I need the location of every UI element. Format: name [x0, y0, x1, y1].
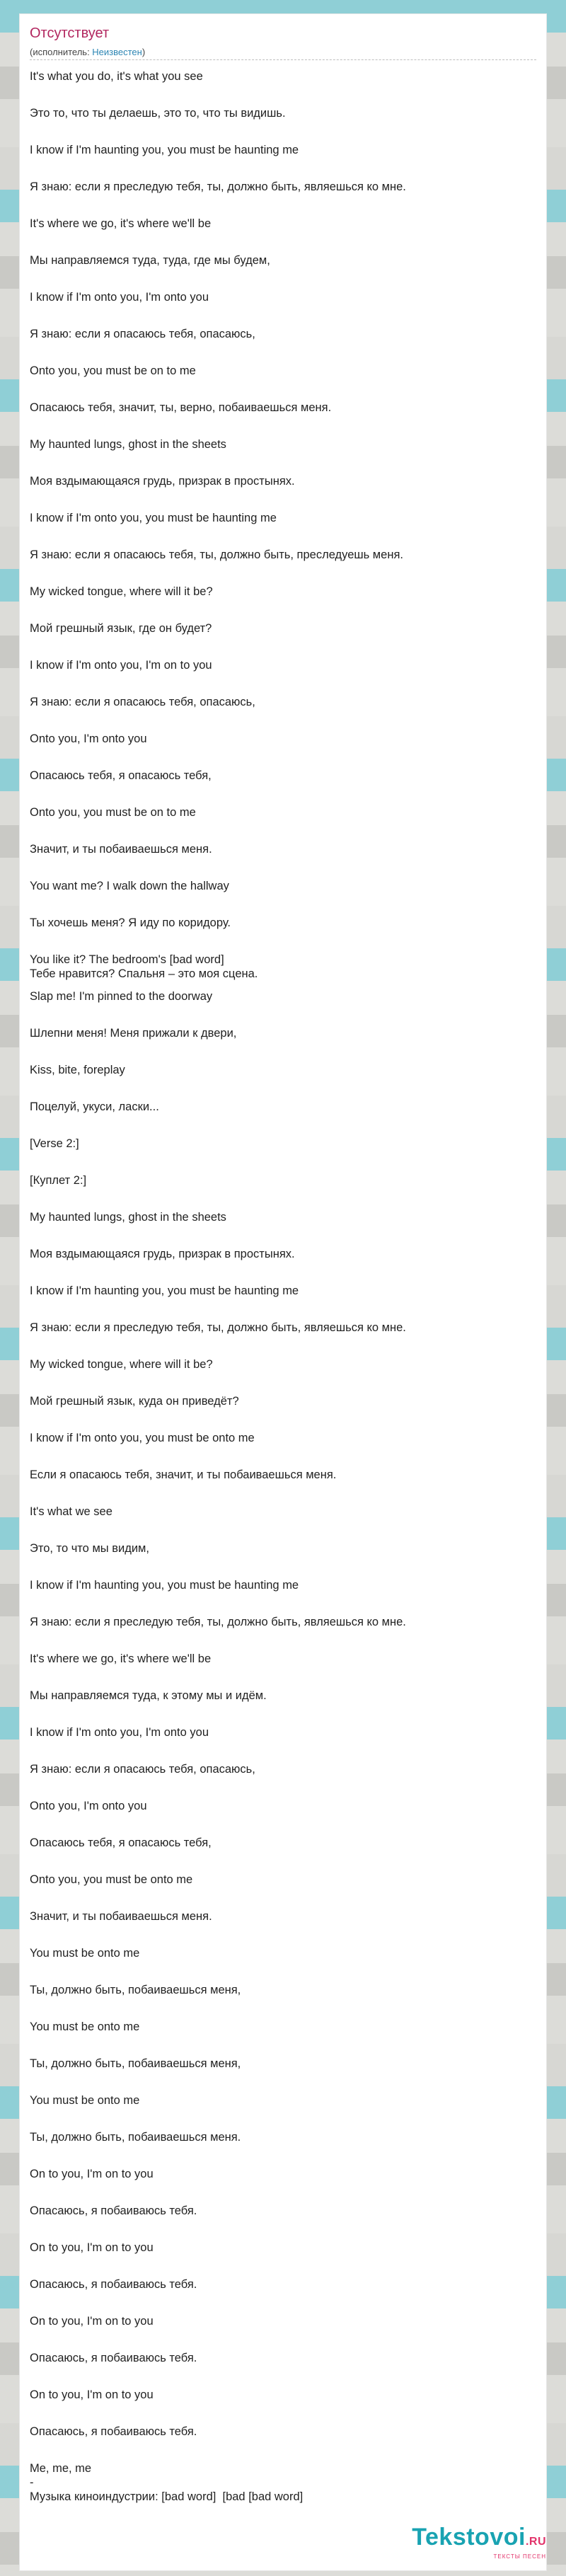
- lyric-line: [Куплет 2:]: [30, 1174, 87, 1187]
- lyric-line: Моя вздымающаяся грудь, призрак в простынях.: [30, 475, 295, 488]
- lyric-line: Kiss, bite, foreplay: [30, 1064, 125, 1076]
- lyric-line: Мой грешный язык, куда он приведёт?: [30, 1395, 239, 1408]
- site-logo[interactable]: [412, 2524, 546, 2560]
- lyric-line: I know if I'm haunting you, you must be haunting me: [30, 1284, 299, 1297]
- content-sheet: [20, 14, 546, 2570]
- lyric-line: I know if I'm haunting you, you must be haunting me: [30, 144, 299, 156]
- dotted-divider: [30, 59, 536, 60]
- lyric-line: Я знаю: если я преследую тебя, ты, должно быть, являешься ко мне.: [30, 1321, 406, 1334]
- lyric-line: I know if I'm onto you, I'm onto you: [30, 1726, 209, 1739]
- lyric-line: Я знаю: если я опасаюсь тебя, ты, должно быть, преследуешь меня.: [30, 548, 403, 561]
- lyric-line: Ты, должно быть, побаиваешься меня.: [30, 2131, 241, 2144]
- lyric-line: You want me? I walk down the hallway: [30, 880, 229, 892]
- lyric-line: Опасаюсь, я побаиваюсь тебя.: [30, 2278, 197, 2291]
- lyric-line: Ты хочешь меня? Я иду по коридору.: [30, 916, 231, 929]
- lyric-line: Опасаюсь, я побаиваюсь тебя.: [30, 2204, 197, 2217]
- lyric-line: Я знаю: если я опасаюсь тебя, опасаюсь,: [30, 1763, 255, 1776]
- lyric-line: On to you, I'm on to you: [30, 2241, 154, 2254]
- lyrics-text: [30, 69, 536, 2503]
- lyric-line: Значит, и ты побаиваешься меня.: [30, 843, 212, 856]
- lyric-line: I know if I'm onto you, I'm on to you: [30, 659, 212, 672]
- lyric-line: I know if I'm onto you, I'm onto you: [30, 291, 209, 304]
- lyric-line: Опасаюсь тебя, значит, ты, верно, побаиваешься меня.: [30, 401, 332, 414]
- lyric-line: Ты, должно быть, побаиваешься меня,: [30, 1984, 241, 1996]
- artist-line: [30, 47, 145, 57]
- lyric-line: You must be onto me: [30, 2020, 140, 2033]
- lyric-line: Я знаю: если я преследую тебя, ты, должно быть, являешься ко мне.: [30, 1616, 406, 1628]
- logo-wordmark: Tekstovoi.RU: [412, 2524, 546, 2551]
- lyric-line: Slap me! I'm pinned to the doorway: [30, 990, 213, 1003]
- lyric-line: It's what you do, it's what you see: [30, 70, 203, 83]
- lyric-line: Это то, что ты делаешь, это то, что ты видишь.: [30, 107, 286, 120]
- logo-tld: .RU: [525, 2536, 546, 2548]
- lyric-line: Опасаюсь тебя, я опасаюсь тебя,: [30, 1836, 212, 1849]
- artist-suffix: ): [142, 47, 146, 57]
- lyric-line: On to you, I'm on to you: [30, 2315, 154, 2328]
- lyric-line: Мы направляемся туда, туда, где мы будем,: [30, 254, 270, 267]
- lyric-line: My haunted lungs, ghost in the sheets: [30, 1211, 226, 1224]
- lyric-line: Моя вздымающаяся грудь, призрак в простынях.: [30, 1248, 295, 1260]
- song-title: Отсутствует: [30, 25, 110, 41]
- lyric-line: Onto you, I'm onto you: [30, 1800, 147, 1812]
- lyric-line: Опасаюсь, я побаиваюсь тебя.: [30, 2352, 197, 2364]
- lyric-line: Опасаюсь тебя, я опасаюсь тебя,: [30, 769, 212, 782]
- lyric-line: It's where we go, it's where we'll be: [30, 1652, 212, 1665]
- lyric-line: Me, me, me - Музыка киноиндустрии: [bad word] [bad [bad word]: [30, 2462, 304, 2503]
- lyric-line: Onto you, you must be onto me: [30, 1873, 193, 1886]
- lyric-line: Я знаю: если я опасаюсь тебя, опасаюсь,: [30, 328, 255, 340]
- lyric-line: Ты, должно быть, побаиваешься меня,: [30, 2057, 241, 2070]
- lyric-line: Шлепни меня! Меня прижали к двери,: [30, 1027, 237, 1040]
- lyric-line: I know if I'm onto you, you must be haunting me: [30, 512, 277, 524]
- lyric-line: You must be onto me: [30, 2094, 140, 2107]
- artist-prefix: (исполнитель:: [30, 47, 93, 57]
- lyric-line: My haunted lungs, ghost in the sheets: [30, 438, 226, 451]
- lyric-line: Мы направляемся туда, к этому мы и идём.: [30, 1689, 267, 1702]
- lyric-line: Значит, и ты побаиваешься меня.: [30, 1910, 212, 1923]
- lyric-line: It's where we go, it's where we'll be: [30, 217, 212, 230]
- lyric-line: I know if I'm onto you, you must be onto me: [30, 1432, 255, 1444]
- lyric-line: On to you, I'm on to you: [30, 2168, 154, 2180]
- lyric-line: My wicked tongue, where will it be?: [30, 1358, 213, 1371]
- lyric-line: Мой грешный язык, где он будет?: [30, 622, 212, 635]
- lyric-line: Опасаюсь, я побаиваюсь тебя.: [30, 2425, 197, 2438]
- lyric-line: Я знаю: если я опасаюсь тебя, опасаюсь,: [30, 696, 255, 708]
- lyric-line: It's what we see: [30, 1505, 112, 1518]
- lyric-line: Onto you, you must be on to me: [30, 364, 196, 377]
- lyric-line: Onto you, you must be on to me: [30, 806, 196, 819]
- lyric-line: [Verse 2:]: [30, 1137, 79, 1150]
- lyric-line: Если я опасаюсь тебя, значит, и ты побаиваешься меня.: [30, 1468, 337, 1481]
- lyric-line: You must be onto me: [30, 1947, 140, 1960]
- lyric-line: My wicked tongue, where will it be?: [30, 585, 213, 598]
- lyric-line: Это, то что мы видим,: [30, 1542, 149, 1555]
- lyric-line: I know if I'm haunting you, you must be haunting me: [30, 1579, 299, 1592]
- lyric-line: Поцелуй, укуси, ласки...: [30, 1100, 159, 1113]
- artist-link[interactable]: Неизвестен: [92, 47, 142, 57]
- lyric-line: Я знаю: если я преследую тебя, ты, должно быть, являешься ко мне.: [30, 180, 406, 193]
- lyric-line: On to you, I'm on to you: [30, 2388, 154, 2401]
- lyric-line: Onto you, I'm onto you: [30, 732, 147, 745]
- logo-tagline: ТЕКСТЫ ПЕСЕН: [493, 2553, 546, 2560]
- lyric-line: You like it? The bedroom's [bad word] Тебе нравится? Спальня – это моя сцена.: [30, 953, 258, 980]
